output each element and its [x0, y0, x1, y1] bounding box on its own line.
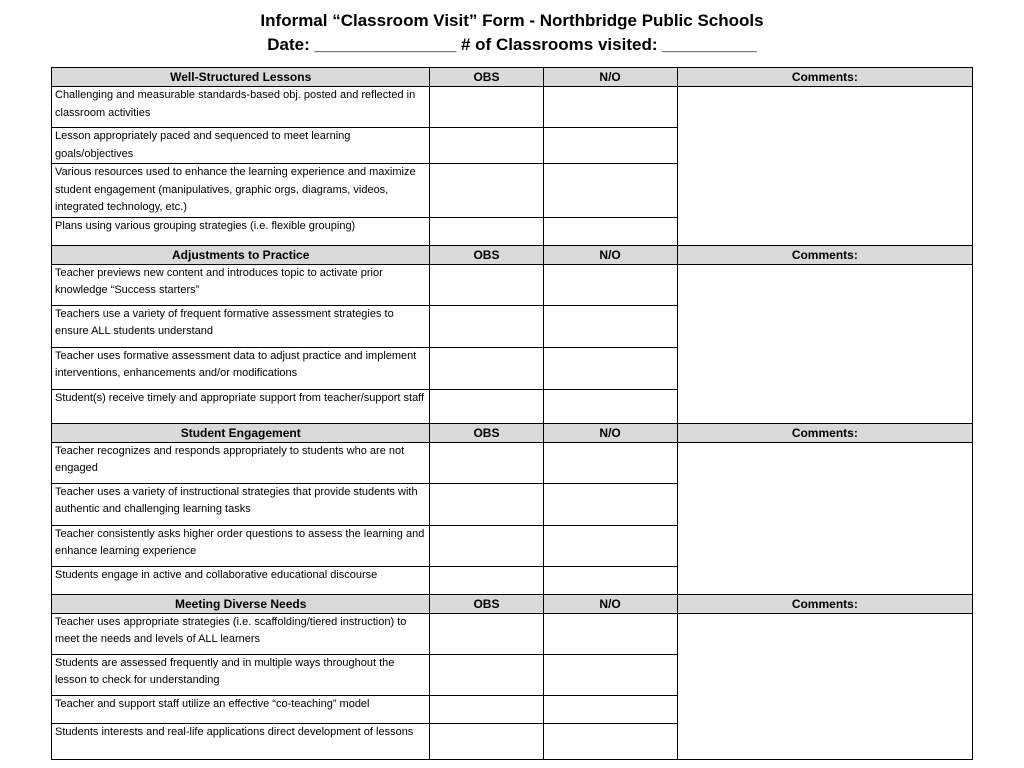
obs-column-header: OBS — [430, 594, 543, 613]
obs-column-header: OBS — [430, 245, 543, 264]
section-header-row — [52, 594, 973, 613]
comments-column-header: Comments: — [677, 245, 972, 264]
not-observed-checkbox-cell[interactable] — [543, 164, 677, 218]
obs-checkbox-cell[interactable] — [430, 723, 543, 759]
not-observed-checkbox-cell[interactable] — [543, 347, 677, 389]
obs-checkbox-cell[interactable] — [430, 525, 543, 566]
not-observed-column-header: N/O — [543, 245, 677, 264]
criterion-description: Students are assessed frequently and in multiple ways throughout the lesson to check for understanding — [52, 654, 430, 695]
obs-checkbox-cell[interactable] — [430, 347, 543, 389]
criterion-description: Students engage in active and collaborative educational discourse — [52, 566, 430, 594]
not-observed-checkbox-cell[interactable] — [543, 217, 677, 245]
not-observed-checkbox-cell[interactable] — [543, 613, 677, 654]
criterion-description: Teacher uses formative assessment data to adjust practice and implement interventions, enhancements and/or modifications — [52, 347, 430, 389]
obs-checkbox-cell[interactable] — [430, 483, 543, 525]
criterion-description: Lesson appropriately paced and sequenced to meet learning goals/objectives — [52, 128, 430, 164]
criterion-row — [52, 264, 973, 305]
obs-column-header: OBS — [430, 423, 543, 442]
criterion-description: Teacher recognizes and responds appropriately to students who are not engaged — [52, 442, 430, 483]
criterion-description: Various resources used to enhance the learning experience and maximize student engagement (manipulatives, graphic orgs, diagrams, videos, integrated technology, etc.) — [52, 164, 430, 218]
criterion-row — [52, 613, 973, 654]
not-observed-checkbox-cell[interactable] — [543, 566, 677, 594]
obs-column-header: OBS — [430, 68, 543, 87]
comments-column-header: Comments: — [677, 594, 972, 613]
obs-checkbox-cell[interactable] — [430, 264, 543, 305]
not-observed-checkbox-cell[interactable] — [543, 695, 677, 723]
obs-checkbox-cell[interactable] — [430, 442, 543, 483]
section-header-row — [52, 245, 973, 264]
not-observed-checkbox-cell[interactable] — [543, 442, 677, 483]
form-date-and-classroom-count-line: Date: _______________ # of Classrooms visited: __________ — [267, 35, 757, 54]
not-observed-column-header: N/O — [543, 68, 677, 87]
not-observed-column-header: N/O — [543, 594, 677, 613]
not-observed-column-header: N/O — [543, 423, 677, 442]
obs-checkbox-cell[interactable] — [430, 164, 543, 218]
criterion-description: Students interests and real-life applications direct development of lessons — [52, 723, 430, 759]
criterion-description: Teacher and support staff utilize an effective “co-teaching” model — [52, 695, 430, 723]
criterion-row — [52, 87, 973, 128]
comments-field[interactable] — [677, 613, 972, 759]
not-observed-checkbox-cell[interactable] — [543, 723, 677, 759]
not-observed-checkbox-cell[interactable] — [543, 87, 677, 128]
not-observed-checkbox-cell[interactable] — [543, 483, 677, 525]
criterion-description: Teacher uses appropriate strategies (i.e. scaffolding/tiered instruction) to meet the needs and levels of ALL learners — [52, 613, 430, 654]
criterion-description: Challenging and measurable standards-based obj. posted and reflected in classroom activities — [52, 87, 430, 128]
obs-checkbox-cell[interactable] — [430, 217, 543, 245]
obs-checkbox-cell[interactable] — [430, 128, 543, 164]
section-header-row — [52, 423, 973, 442]
obs-checkbox-cell[interactable] — [430, 695, 543, 723]
section-header-row — [52, 68, 973, 87]
obs-checkbox-cell[interactable] — [430, 654, 543, 695]
criterion-row — [52, 442, 973, 483]
section-title: Well-Structured Lessons — [52, 68, 430, 87]
criterion-description: Teacher uses a variety of instructional strategies that provide students with authentic and challenging learning tasks — [52, 483, 430, 525]
comments-field[interactable] — [677, 442, 972, 594]
not-observed-checkbox-cell[interactable] — [543, 305, 677, 347]
not-observed-checkbox-cell[interactable] — [543, 654, 677, 695]
criterion-description: Teachers use a variety of frequent formative assessment strategies to ensure ALL students understand — [52, 305, 430, 347]
classroom-visit-form-table — [51, 67, 973, 760]
obs-checkbox-cell[interactable] — [430, 389, 543, 423]
section-title: Meeting Diverse Needs — [52, 594, 430, 613]
section-title: Adjustments to Practice — [52, 245, 430, 264]
criterion-description: Plans using various grouping strategies (i.e. flexible grouping) — [52, 217, 430, 245]
obs-checkbox-cell[interactable] — [430, 87, 543, 128]
form-title: Informal “Classroom Visit” Form - Northbridge Public Schools — [260, 11, 764, 30]
comments-column-header: Comments: — [677, 68, 972, 87]
not-observed-checkbox-cell[interactable] — [543, 389, 677, 423]
obs-checkbox-cell[interactable] — [430, 613, 543, 654]
criterion-description: Teacher consistently asks higher order questions to assess the learning and enhance learning experience — [52, 525, 430, 566]
not-observed-checkbox-cell[interactable] — [543, 525, 677, 566]
comments-column-header: Comments: — [677, 423, 972, 442]
comments-field[interactable] — [677, 264, 972, 423]
criterion-description: Teacher previews new content and introduces topic to activate prior knowledge “Success starters” — [52, 264, 430, 305]
criterion-description: Student(s) receive timely and appropriate support from teacher/support staff — [52, 389, 430, 423]
obs-checkbox-cell[interactable] — [430, 566, 543, 594]
section-title: Student Engagement — [52, 423, 430, 442]
obs-checkbox-cell[interactable] — [430, 305, 543, 347]
not-observed-checkbox-cell[interactable] — [543, 128, 677, 164]
not-observed-checkbox-cell[interactable] — [543, 264, 677, 305]
comments-field[interactable] — [677, 87, 972, 246]
